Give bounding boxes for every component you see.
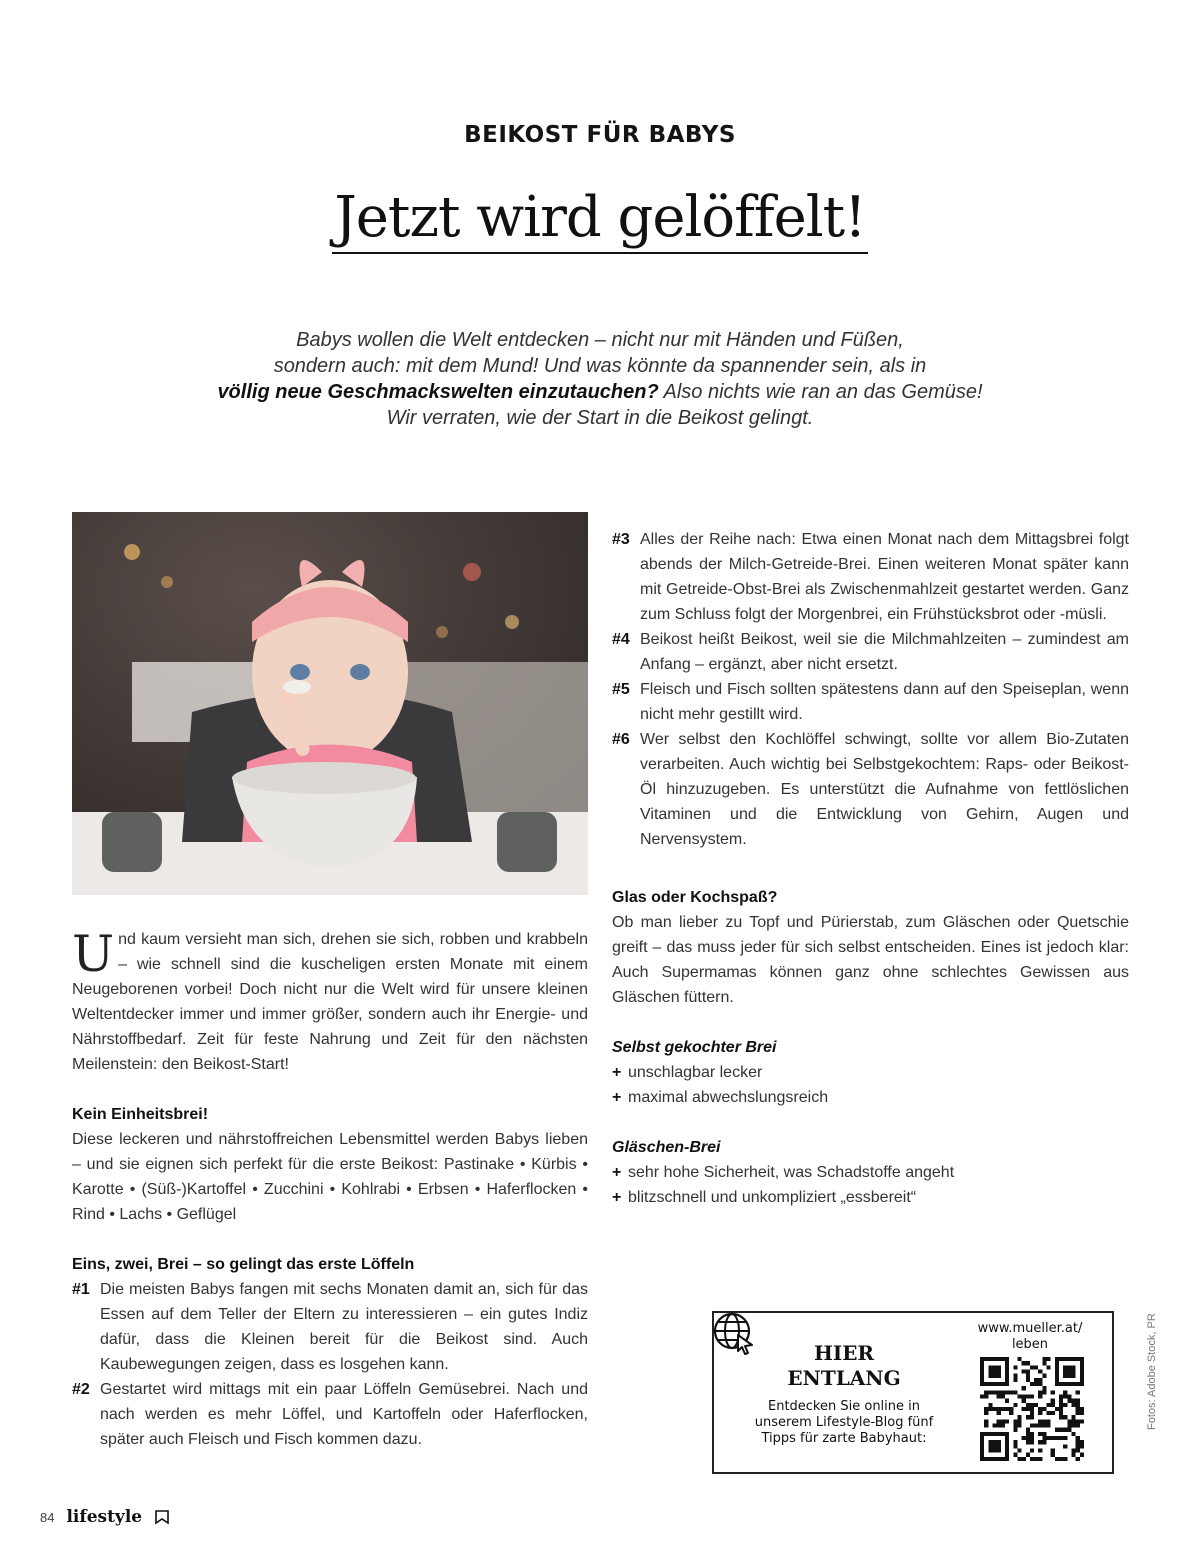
pro-item [612, 1185, 1129, 1210]
tip-item [72, 1377, 588, 1452]
intro-paragraph [72, 927, 588, 1077]
section-paragraph: Diese leckeren und nährstoffreichen Lebensmittel werden Babys lieben – und sie eignen sich perfekt für die erste Beikost: Pastinake • Kürbis • Karotte • (Süß-)Kartoffel • Zucchini • Kohlrabi • Erbsen • Haferflocken • Rind • Lachs • Geflügel [72, 1131, 588, 1223]
promo-title [764, 1341, 924, 1391]
tip-text: Gestartet wird mittags mit ein paar Löffeln Gemüsebrei. Nach und nach werden es mehr Löffel, und Kartoffeln oder Haferflocken, später auch Fleisch und Fisch kommen dazu. [100, 1381, 588, 1448]
tip-number: #6 [612, 731, 630, 748]
headline-text: Jetzt wird gelöffelt! [332, 185, 867, 254]
tip-item [72, 1277, 588, 1377]
lead-line [100, 379, 1100, 405]
left-column [72, 927, 588, 1452]
tip-number: #2 [72, 1381, 90, 1398]
tip-number: #1 [72, 1281, 90, 1298]
lead-paragraph [100, 327, 1100, 431]
pro-text: unschlagbar lecker [628, 1064, 763, 1081]
plus-sign: + [612, 1064, 622, 1081]
bookmark-icon [154, 1509, 170, 1525]
tip-item [612, 727, 1129, 852]
section-heading: Glas oder Kochspaß? [612, 889, 778, 906]
dropcap: U [72, 925, 115, 983]
headline [0, 178, 1200, 258]
promo-url[interactable] [960, 1321, 1100, 1353]
section-heading: Eins, zwei, Brei – so gelingt das erste Löffeln [72, 1256, 415, 1273]
plus-sign: + [612, 1189, 622, 1206]
tip-number: #5 [612, 681, 630, 698]
pro-item [612, 1060, 1129, 1085]
lead-line: Babys wollen die Welt entdecken – nicht nur mit Händen und Füßen, [296, 329, 904, 351]
kicker: BEIKOST FÜR BABYS [464, 122, 736, 148]
section-paragraph: Ob man lieber zu Topf und Pürierstab, zum Gläschen oder Quetschie greift – das muss jeder für sich selbst entscheiden. Eines ist jedoch klar: Auch Supermamas können ganz ohne schlechtes Gewissen aus Gläschen füttern. [612, 914, 1129, 1006]
pro-text: maximal abwechslungsreich [628, 1089, 829, 1106]
pro-text: sehr hohe Sicherheit, was Schadstoffe angeht [628, 1164, 955, 1181]
baby-photo [72, 512, 588, 895]
pro-text: blitzschnell und unkompliziert „essbereit“ [628, 1189, 917, 1206]
promo-box [712, 1311, 1114, 1474]
tip-item [612, 677, 1129, 727]
lead-rest: Also nichts wie ran an das Gemüse! [658, 381, 983, 403]
tip-text: Die meisten Babys fangen mit sechs Monaten damit an, sich für das Essen auf dem Teller der Eltern zu interessieren – ein gutes Indiz dafür, dass die Kleinen bereit für die Beikost sind. Auch Kaubewegungen zeigen, dass es losgehen kann. [100, 1281, 588, 1373]
right-column [612, 527, 1129, 1210]
brand-logo: lifestyle [66, 1507, 143, 1527]
tip-text: Beikost heißt Beikost, weil sie die Milchmahlzeiten – zumindest am Anfang – ergänzt, aber nicht ersetzt. [640, 631, 1129, 673]
pro-item [612, 1085, 1129, 1110]
lead-bold: völlig neue Geschmackswelten einzutauchen? [217, 381, 659, 403]
pro-item [612, 1160, 1129, 1185]
plus-sign: + [612, 1164, 622, 1181]
intro-text: nd kaum versieht man sich, drehen sie sich, robben und krabbeln – wie schnell sind die kuscheligen ersten Monate mit einem Neugeborenen vorbei! Doch nicht nur die Welt wird für unsere kleinen Weltentdecker immer und immer größer, sondern auch ihr Energie- und Nährstoffbedarf. Zeit für feste Nahrung und Zeit für den nächsten Meilenstein: den Beikost-Start! [72, 931, 588, 1073]
tip-text: Wer selbst den Kochlöffel schwingt, sollte vor allem Bio-Zutaten verarbeiten. Auch wichtig bei Selbstgekochtem: Raps- oder Beikost-Öl hinzuzugeben. Es unterstützt die Aufnahme von fettlöslichen Vitaminen und die Entwicklung von Gehirn, Augen und Nervensystem. [640, 731, 1129, 848]
footer [40, 1507, 170, 1527]
page-number: 84 [40, 1509, 55, 1525]
tip-number: #4 [612, 631, 630, 648]
tip-text: Alles der Reihe nach: Etwa einen Monat nach dem Mittagsbrei folgt abends der Milch-Getreide-Brei. Einen weiteren Monat später kann mit Getreide-Obst-Brei als Zwischenmahlzeit gestartet werden. Ganz zum Schluss folgt der Morgenbrei, ein Frühstücksbrot oder -müsli. [640, 531, 1129, 623]
promo-title-line: HIER [813, 1341, 875, 1365]
homemade-heading: Selbst gekochter Brei [612, 1039, 777, 1056]
lead-line: sondern auch: mit dem Mund! Und was könnte da spannender sein, als in [273, 355, 927, 377]
promo-title-line: ENTLANG [787, 1366, 901, 1390]
promo-url-line: leben [1011, 1337, 1049, 1352]
globe-cursor-icon [714, 1313, 758, 1357]
lead-line: Wir verraten, wie der Start in die Beikost gelingt. [386, 407, 814, 429]
jar-heading: Gläschen-Brei [612, 1139, 721, 1156]
tip-item [612, 627, 1129, 677]
section-heading: Kein Einheitsbrei! [72, 1106, 209, 1123]
tip-number: #3 [612, 531, 630, 548]
qr-code[interactable] [980, 1357, 1084, 1461]
photo-credit: Fotos: Adobe Stock, PR [1146, 1313, 1158, 1430]
promo-url-line: www.mueller.at/ [977, 1321, 1083, 1336]
plus-sign: + [612, 1089, 622, 1106]
tip-item [612, 527, 1129, 627]
tip-text: Fleisch und Fisch sollten spätestens dann auf den Speiseplan, wenn nicht mehr gestillt wird. [640, 681, 1129, 723]
promo-text: Entdecken Sie online in unserem Lifestyle-Blog fünf Tipps für zarte Babyhaut: [754, 1399, 934, 1446]
